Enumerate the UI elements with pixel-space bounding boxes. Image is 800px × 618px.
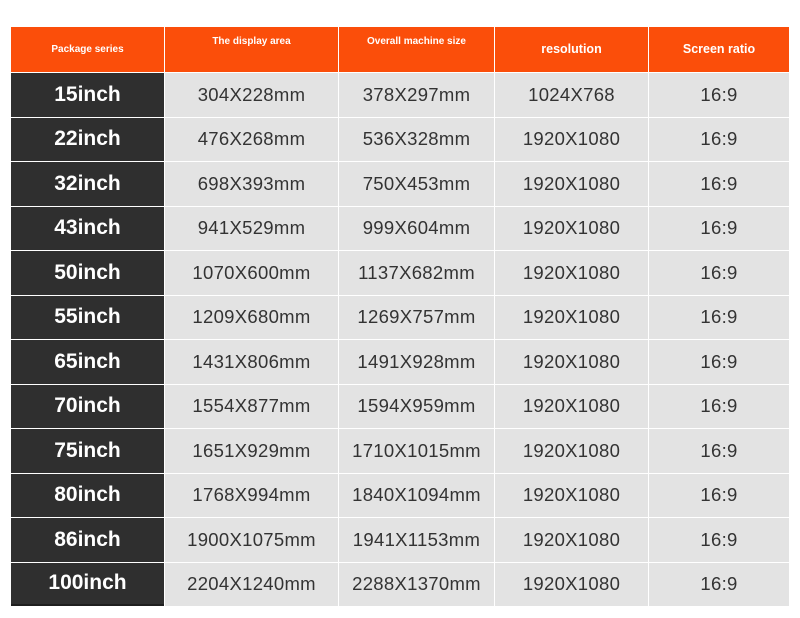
resolution-cell: 1024X768 [495, 73, 648, 117]
resolution-cell: 1920X1080 [495, 207, 648, 251]
overall-size-cell: 1840X1094mm [339, 474, 494, 518]
screen-ratio-cell: 16:9 [649, 474, 789, 518]
screen-ratio-cell: 16:9 [649, 162, 789, 206]
row-size-label: 55inch [11, 296, 164, 340]
display-area-cell: 1900X1075mm [165, 518, 338, 562]
overall-size-cell: 1269X757mm [339, 296, 494, 340]
resolution-cell: 1920X1080 [495, 251, 648, 295]
overall-size-cell: 750X453mm [339, 162, 494, 206]
header-resolution: resolution [495, 27, 648, 72]
screen-ratio-cell: 16:9 [649, 340, 789, 384]
resolution-cell: 1920X1080 [495, 474, 648, 518]
row-size-label: 43inch [11, 207, 164, 251]
row-size-label: 65inch [11, 340, 164, 384]
resolution-cell: 1920X1080 [495, 518, 648, 562]
resolution-cell: 1920X1080 [495, 385, 648, 429]
screen-ratio-cell: 16:9 [649, 429, 789, 473]
screen-ratio-cell: 16:9 [649, 296, 789, 340]
resolution-cell: 1920X1080 [495, 296, 648, 340]
display-area-cell: 476X268mm [165, 118, 338, 162]
screen-ratio-cell: 16:9 [649, 518, 789, 562]
header-overall-size: Overall machine size [339, 27, 494, 72]
overall-size-cell: 1594X959mm [339, 385, 494, 429]
row-size-label: 70inch [11, 385, 164, 429]
screen-ratio-cell: 16:9 [649, 563, 789, 607]
header-display-area: The display area [165, 27, 338, 72]
row-size-label: 80inch [11, 474, 164, 518]
resolution-cell: 1920X1080 [495, 563, 648, 607]
resolution-cell: 1920X1080 [495, 118, 648, 162]
screen-ratio-cell: 16:9 [649, 207, 789, 251]
row-size-label: 75inch [11, 429, 164, 473]
overall-size-cell: 1137X682mm [339, 251, 494, 295]
spec-table [11, 27, 785, 606]
screen-ratio-cell: 16:9 [649, 73, 789, 117]
display-area-cell: 1431X806mm [165, 340, 338, 384]
display-area-cell: 304X228mm [165, 73, 338, 117]
header-package-series: Package series [11, 27, 164, 72]
resolution-cell: 1920X1080 [495, 162, 648, 206]
display-area-cell: 2204X1240mm [165, 563, 338, 607]
row-size-label: 100inch [11, 563, 164, 607]
row-size-label: 22inch [11, 118, 164, 162]
row-size-label: 50inch [11, 251, 164, 295]
row-size-label: 32inch [11, 162, 164, 206]
header-screen-ratio: Screen ratio [649, 27, 789, 72]
screen-ratio-cell: 16:9 [649, 385, 789, 429]
overall-size-cell: 1941X1153mm [339, 518, 494, 562]
row-size-label: 15inch [11, 73, 164, 117]
display-area-cell: 941X529mm [165, 207, 338, 251]
display-area-cell: 698X393mm [165, 162, 338, 206]
display-area-cell: 1209X680mm [165, 296, 338, 340]
overall-size-cell: 2288X1370mm [339, 563, 494, 607]
overall-size-cell: 999X604mm [339, 207, 494, 251]
resolution-cell: 1920X1080 [495, 340, 648, 384]
display-area-cell: 1768X994mm [165, 474, 338, 518]
overall-size-cell: 536X328mm [339, 118, 494, 162]
display-area-cell: 1070X600mm [165, 251, 338, 295]
overall-size-cell: 378X297mm [339, 73, 494, 117]
overall-size-cell: 1491X928mm [339, 340, 494, 384]
display-area-cell: 1554X877mm [165, 385, 338, 429]
overall-size-cell: 1710X1015mm [339, 429, 494, 473]
screen-ratio-cell: 16:9 [649, 118, 789, 162]
resolution-cell: 1920X1080 [495, 429, 648, 473]
display-area-cell: 1651X929mm [165, 429, 338, 473]
screen-ratio-cell: 16:9 [649, 251, 789, 295]
row-size-label: 86inch [11, 518, 164, 562]
